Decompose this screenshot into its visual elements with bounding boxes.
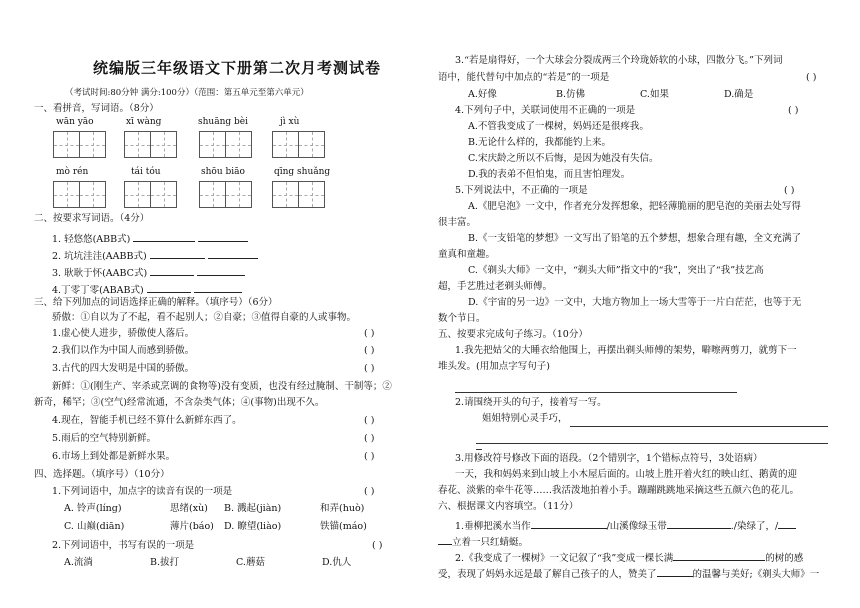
writing-grid-3[interactable]: [199, 131, 251, 158]
s6-q2-line1: 2.《我变成了一棵树》一文记叙了“我”变成一棵长满 的树的感: [455, 550, 803, 565]
s2-item-3: 3. 耿耿于怀(AABC式): [52, 265, 245, 280]
r-q5-option-d1: D.《宇宙的另一边》一文中，大地方物加上一场大雪等于一片白茫茫，也等于无: [468, 297, 802, 308]
s5-q3-paragraph-2: 春花、淡紫的牵牛花等……我活泼地拍着小手。蹦蹦跳跳地采摘这些五颜六色的花儿。: [438, 485, 800, 496]
r-q4: 4.下列句子中，关联词使用不正确的一项是: [455, 105, 636, 116]
s3-question-6: 6.市场上到处都是新鲜水果。: [52, 451, 176, 462]
s5-q1-line2: 堆头发。(用加点字写句子): [438, 361, 550, 372]
writing-grid-5[interactable]: [53, 181, 105, 208]
s3-answer-1[interactable]: ( ): [364, 328, 375, 339]
section-5-heading: 五、按要求完成句子练习。（10分）: [438, 329, 588, 340]
s3-definition-2a: 新鲜：①(刚生产、宰杀或烹调的食物等)没有变质，也没有经过腌制、干制等；②: [52, 381, 392, 392]
section-6-heading: 六、根据课文内容填空。（11分）: [438, 501, 579, 512]
s5-q2-prompt: 姐姐特别心灵手巧，: [482, 413, 568, 424]
s4-answer-2[interactable]: ( ): [372, 540, 383, 551]
pinyin-4: jì xù: [280, 117, 300, 127]
s3-question-5: 5.雨后的空气特别新鲜。: [52, 433, 157, 444]
r-q5-option-b2: 童真和童趣。: [438, 249, 496, 260]
exam-subtitle: （考试时间:80分钟 满分:100分）（范围：第五单元至第六单元）: [65, 88, 309, 98]
s2-item-1: 1. 轻悠悠(ABB式): [52, 231, 248, 246]
s4-question-1: 1.下列词语中，加点字的读音有误的一项是: [52, 486, 233, 497]
s3-question-2: 2.我们以作为中国人而感到骄傲。: [52, 345, 195, 356]
s4-q1-option-b: B. 溅起(jiàn): [224, 503, 282, 514]
writing-grid-7[interactable]: [199, 181, 251, 208]
r-q4-option-d: D.我的表弟不但怕鬼，而且害怕理发。: [468, 169, 631, 180]
r-q3-option-a: A.好像: [468, 89, 497, 100]
r-q4-option-a: A.不管我变成了一棵树，妈妈还是很疼我。: [468, 121, 649, 132]
r-q5-option-c1: C.《剃头大师》一文中，“剃头大师”指文中的“我”，突出了“我”技艺高: [468, 265, 764, 276]
pinyin-6: tái tóu: [131, 167, 161, 177]
s3-question-4: 4.现在，智能手机已经不算什么新鲜东西了。: [52, 415, 242, 426]
r-q3-line1: 3.“若是扇得好，一个大球会分裂成两三个玲珑娇软的小球，四散分飞。”下列词: [455, 55, 783, 66]
r-q3-option-d: D.确是: [724, 89, 754, 100]
s4-q2-option-a: A.流淌: [64, 557, 93, 568]
s4-answer-1[interactable]: ( ): [364, 486, 375, 497]
s5-q3-paragraph-1: 一天，我和妈妈来到山坡上小木屋后面的。山坡上胜开着火红的映山红、鹅黄的迎: [455, 469, 798, 480]
section-4-heading: 四、选择题。（填序号）（10分）: [34, 469, 170, 480]
writing-grid-4[interactable]: [272, 131, 324, 158]
pinyin-2: xī wàng: [126, 117, 162, 127]
s4-q2-option-d: D.仇人: [322, 557, 352, 568]
s5-q1-line1: 1.我先把姑父的大睡衣给他围上，再摆出剃头师傅的架势，噼嚓两剪刀，就剪下一: [455, 345, 797, 356]
pinyin-1: wān yāo: [56, 117, 94, 127]
r-q5-option-c2: 超，手艺胜过老剃头师傅。: [438, 281, 553, 292]
s6-q1-line1: 1.垂柳把溪水当作 /山溪像绿玉带 ./染绿了，/: [455, 518, 796, 533]
s4-q1-option-a: A. 铃声(líng): [64, 503, 122, 514]
s2-item-2: 2. 坑坑洼洼(AABB式): [52, 248, 258, 263]
pinyin-7: shōu biāo: [201, 167, 245, 177]
s4-q1-option-d: D. 瞭望(liào): [224, 521, 282, 532]
r-q4-option-b: B.无论什么样的，我都能钓上来。: [468, 137, 612, 148]
s4-q1-option-b2: 和弄(huò): [320, 503, 365, 514]
s6-q2-line2: 受，表现了妈妈永远是最了解自己孩子的人，赞美了 的温馨与美好;《剃头大师》一: [438, 566, 819, 581]
s3-answer-2[interactable]: ( ): [364, 345, 375, 356]
s4-q1-option-a2: 思绪(xù): [170, 503, 208, 514]
s5-q2-answer-line-3[interactable]: [476, 449, 482, 450]
s3-definition-2b: 新奇，稀罕；③(空气)经常流通，不含杂类气体；④(事物)出现不久。: [34, 397, 325, 408]
s3-answer-4[interactable]: ( ): [364, 415, 375, 426]
s3-question-3: 3.古代的四大发明是中国的骄傲。: [52, 363, 195, 374]
r-q4-option-c: C.宋庆龄之所以不后悔，是因为她没有失信。: [468, 153, 659, 164]
pinyin-3: shuāng bèi: [198, 117, 248, 127]
s4-q1-option-c: C. 山巅(diān): [64, 521, 125, 532]
r-q5-option-d2: 数个节日。: [438, 313, 486, 324]
pinyin-8: qīng shuǎng: [274, 167, 331, 177]
s3-answer-5[interactable]: ( ): [364, 433, 375, 444]
writing-grid-1[interactable]: [53, 131, 105, 158]
s2-item-4: 4.丁零丁零(ABAB式): [52, 282, 242, 297]
writing-grid-2[interactable]: [124, 131, 176, 158]
s5-q3: 3.用修改符号修改下面的语段。（2个错别字，1个错标点符号，3处语病）: [455, 453, 763, 464]
s5-q2-answer-line-1[interactable]: [570, 426, 828, 427]
s3-answer-3[interactable]: ( ): [364, 363, 375, 374]
writing-grid-6[interactable]: [124, 181, 176, 208]
s3-definition-1: 骄傲：①自以为了不起，看不起别人；②自豪；③值得自豪的人或事物。: [52, 312, 357, 323]
s3-answer-6[interactable]: ( ): [364, 451, 375, 462]
pinyin-5: mò rén: [56, 167, 89, 177]
r-q5-answer[interactable]: ( ): [784, 185, 795, 196]
s5-q2: 2.请围绕开头的句子，接着写一写。: [455, 397, 607, 408]
r-q5-option-a2: 很丰富。: [438, 217, 477, 228]
r-q4-answer[interactable]: ( ): [788, 105, 799, 116]
s3-question-1: 1.虚心使人进步，骄傲使人落后。: [52, 328, 195, 339]
s4-q1-option-d2: 铁锚(máo): [320, 521, 367, 532]
r-q3-option-c: C.如果: [640, 89, 669, 100]
s5-q1-answer-line[interactable]: [455, 392, 737, 393]
s5-q2-answer-line-2[interactable]: [476, 443, 828, 444]
section-2-heading: 二、按要求写词语。（4分）: [34, 213, 150, 224]
exam-title: 统编版三年级语文下册第二次月考测试卷: [93, 59, 382, 77]
r-q3-line2: 语中，能代替句中加点的“若是”的一项是: [438, 72, 610, 83]
r-q3-option-b: B.仿佛: [556, 89, 586, 100]
section-1-heading: 一、看拼音，写词语。（8分）: [34, 103, 159, 114]
writing-grid-8[interactable]: [272, 181, 324, 208]
r-q5: 5.下列说法中，不正确的一项是: [455, 185, 588, 196]
s4-question-2: 2.下列词语中，书写有误的一项是: [52, 540, 195, 551]
s6-q1-line2: 立着一只红蜻蜓。: [438, 534, 528, 549]
s4-q2-option-b: B.拔打: [150, 557, 180, 568]
r-q5-option-a1: A.《肥皂泡》一文中，作者充分发挥想象，把轻薄脆丽的肥皂泡的美丽去处写得: [468, 201, 801, 212]
r-q3-answer[interactable]: ( ): [806, 72, 817, 83]
r-q5-option-b1: B.《一支铅笔的梦想》一文写出了铅笔的五个梦想，想象合理有趣，全文充满了: [468, 233, 802, 244]
s4-q1-option-c2: 薄片(báo): [170, 521, 214, 532]
s4-q2-option-c: C.蘑菇: [236, 557, 265, 568]
section-3-heading: 三、给下列加点的词语选择正确的解释。（填序号）（6分）: [34, 297, 278, 308]
